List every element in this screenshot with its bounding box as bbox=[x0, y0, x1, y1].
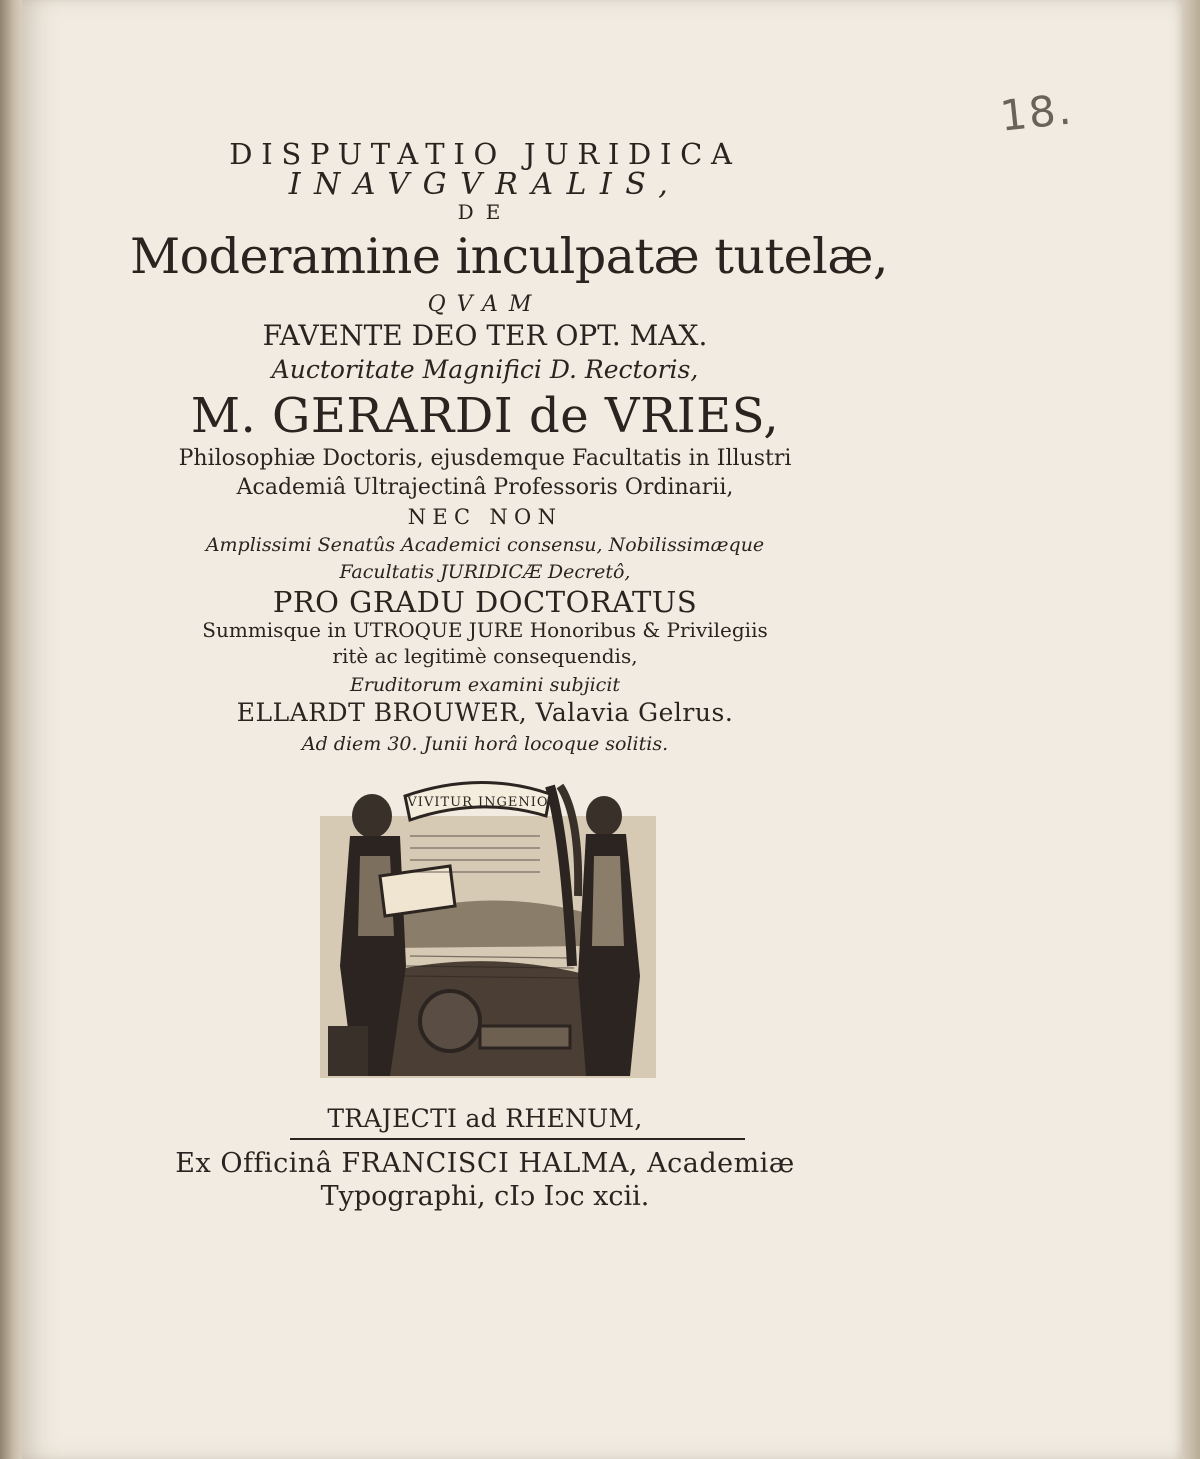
title-line-nec-non: NEC NON bbox=[407, 505, 563, 529]
title-line-philosophiae: Philosophiæ Doctoris, ejusdemque Facultatis in Illustri bbox=[178, 446, 792, 471]
page-edge bbox=[1182, 0, 1200, 1459]
printers-device-woodcut bbox=[310, 776, 666, 1086]
title-line-ad-diem: Ad diem 30. Junii horâ locoque solitis. bbox=[301, 733, 669, 755]
imprint-date: Typographi, cIↄ Iↄc xcii. bbox=[320, 1181, 650, 1212]
woodcut-globe bbox=[420, 991, 480, 1051]
title-line-amplissimi: Amplissimi Senatûs Academici consensu, Nobilissimæque bbox=[205, 534, 765, 556]
title-line-de: DE bbox=[457, 200, 513, 224]
title-line-consequendis: ritè ac legitimè consequendis, bbox=[332, 644, 638, 668]
title-line-auctoritate: Auctoritate Magnifici D. Rectoris, bbox=[271, 355, 699, 384]
rector-name: M. GERARDI de VRIES, bbox=[190, 388, 780, 444]
title-line-academia: Academiâ Ultrajectinâ Professoris Ordinarii, bbox=[236, 475, 734, 500]
imprint-printer: Ex Officinâ FRANCISCI HALMA, Academiæ bbox=[175, 1148, 795, 1179]
author-line: ELLARDT BROUWER, Valavia Gelrus. bbox=[236, 698, 734, 727]
title-line-facultatis: Facultatis JURIDICÆ Decretô, bbox=[339, 561, 631, 583]
title-line-inauguralis: INAVGVRALIS, bbox=[288, 167, 682, 202]
title-line-disputatio: DISPUTATIO JURIDICA bbox=[229, 137, 741, 171]
main-title: Moderamine inculpatæ tutelæ, bbox=[130, 228, 888, 285]
woodcut-books bbox=[480, 1026, 570, 1048]
title-line-summisque: Summisque in UTROQUE JURE Honoribus & Privilegiis bbox=[202, 618, 768, 642]
title-line-quam: QVAM bbox=[427, 292, 543, 317]
title-line-favente: FAVENTE DEO TER OPT. MAX. bbox=[262, 319, 708, 352]
title-line-eruditorum: Eruditorum examini subjicit bbox=[349, 674, 621, 696]
book-spine bbox=[0, 0, 22, 1459]
imprint-place: TRAJECTI ad RHENUM, bbox=[327, 1104, 643, 1133]
title-line-pro-gradu: PRO GRADU DOCTORATUS bbox=[272, 585, 698, 619]
imprint-rule bbox=[290, 1138, 745, 1140]
folio-number: 18. bbox=[997, 84, 1076, 141]
woodcut-banner-text: VIVITUR INGENIO bbox=[407, 795, 549, 810]
